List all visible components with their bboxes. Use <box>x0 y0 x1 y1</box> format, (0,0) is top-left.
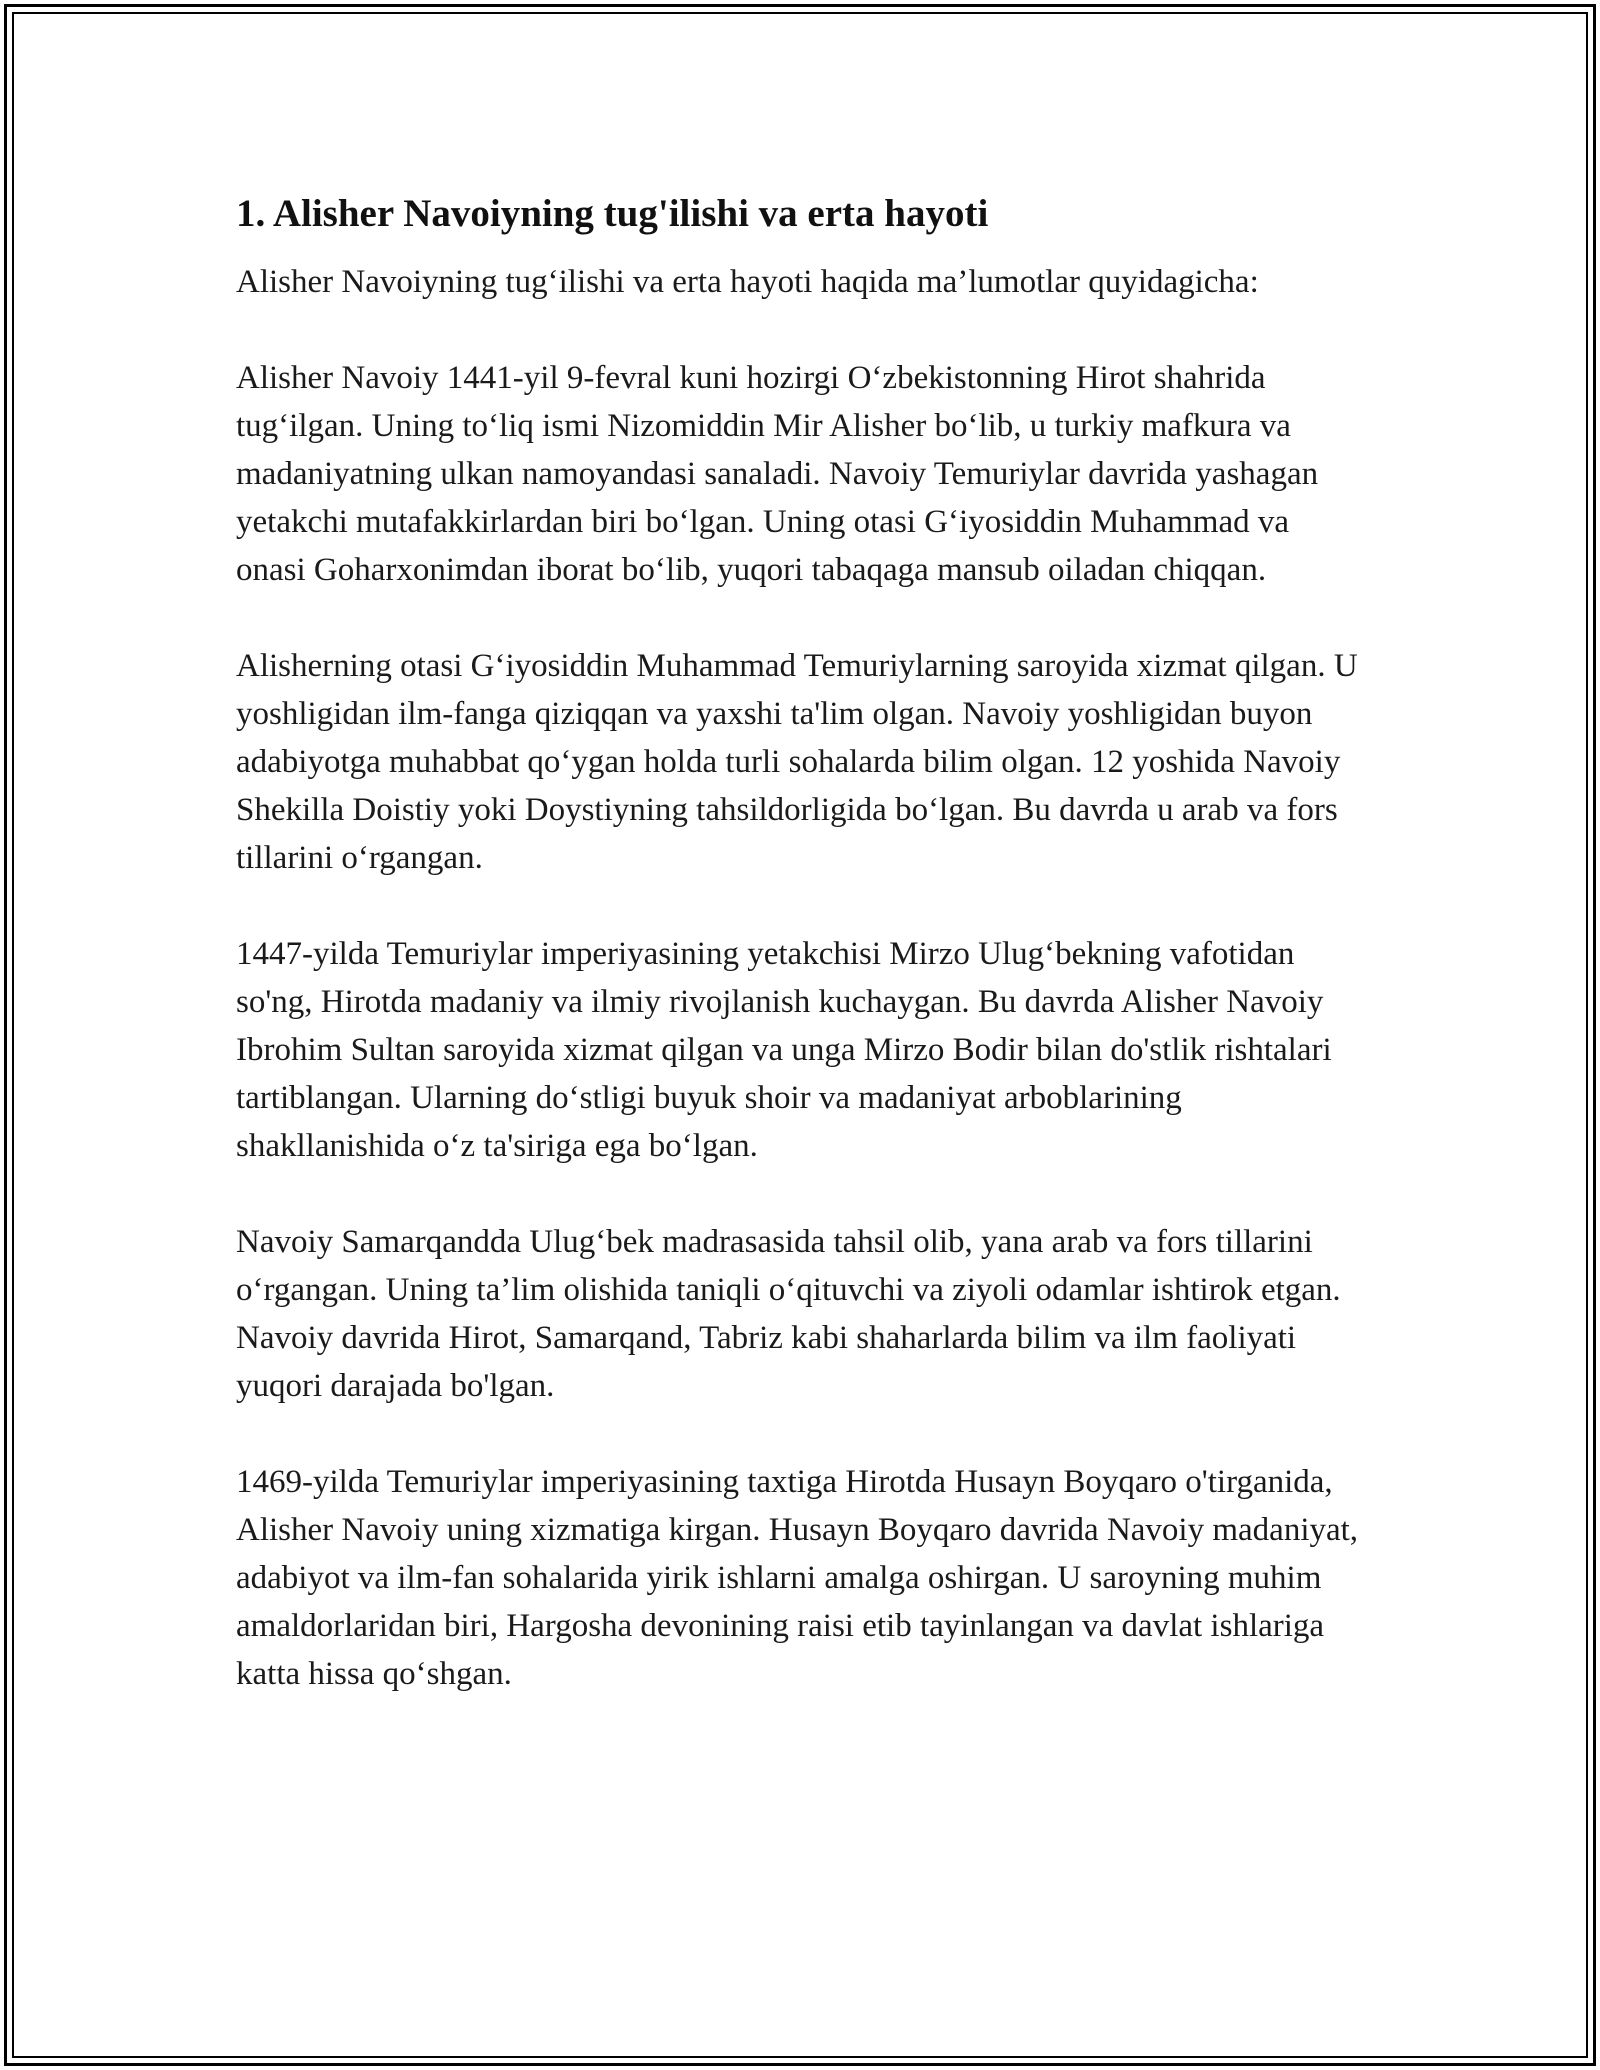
document-body <box>236 186 1366 1698</box>
paragraph-father: Alisherning otasi G‘iyosiddin Muhammad Temuriylarning saroyida xizmat qilgan. U yoshligidan ilm-fanga qiziqqan va yaxshi ta'lim olgan. Navoiy yoshligidan buyon adabiyotga muhabbat qo‘ygan holda turli sohalarda bilim olgan. 12 yoshida Navoiy Shekilla Doistiy yoki Doystiyning tahsildorligida bo‘lgan. Bu davrda u arab va fors tillarini o‘rgangan. <box>236 648 1358 876</box>
paragraph-1469: 1469-yilda Temuriylar imperiyasining taxtiga Hirotda Husayn Boyqaro o'tirganida, Alisher Navoiy uning xizmatiga kirgan. Husayn Boyqaro davrida Navoiy madaniyat, adabiyot va ilm-fan sohalarida yirik ishlarni amalga oshirgan. U saroyning muhim amaldorlaridan biri, Hargosha devonining raisi etib tayinlangan va davlat ishlariga katta hissa qo‘shgan. <box>236 1464 1359 1692</box>
paragraph-intro: Alisher Navoiyning tug‘ilishi va erta hayoti haqida ma’lumotlar quyidagicha: <box>236 264 1259 300</box>
paragraph-birth: Alisher Navoiy 1441-yil 9-fevral kuni hozirgi O‘zbekistonning Hirot shahrida tug‘ilgan. Uning to‘liq ismi Nizomiddin Mir Alisher bo‘lib, u turkiy mafkura va madaniyatning ulkan namoyandasi sanaladi. Navoiy Temuriylar davrida yashagan yetakchi mutafakkirlardan biri bo‘lgan. Uning otasi G‘iyosiddin Muhammad va onasi Goharxonimdan iborat bo‘lib, yuqori tabaqaga mansub oiladan chiqqan. <box>236 360 1319 588</box>
paragraph-1447: 1447-yilda Temuriylar imperiyasining yetakchisi Mirzo Ulug‘bekning vafotidan so'ng, Hirotda madaniy va ilmiy rivojlanish kuchaygan. Bu davrda Alisher Navoiy Ibrohim Sultan saroyida xizmat qilgan va unga Mirzo Bodir bilan do'stlik rishtalari tartiblangan. Ularning do‘stligi buyuk shoir va madaniyat arboblarining shakllanishida o‘z ta'siriga ega bo‘lgan. <box>236 936 1332 1164</box>
paragraph-samarqand: Navoiy Samarqandda Ulug‘bek madrasasida tahsil olib, yana arab va fors tillarini o‘rgangan. Uning ta’lim olishida taniqli o‘qituvchi va ziyoli odamlar ishtirok etgan. Navoiy davrida Hirot, Samarqand, Tabriz kabi shaharlarda bilim va ilm faoliyati yuqori darajada bo'lgan. <box>236 1224 1341 1404</box>
section-heading: 1. Alisher Navoiyning tug'ilishi va erta hayoti <box>236 192 989 235</box>
